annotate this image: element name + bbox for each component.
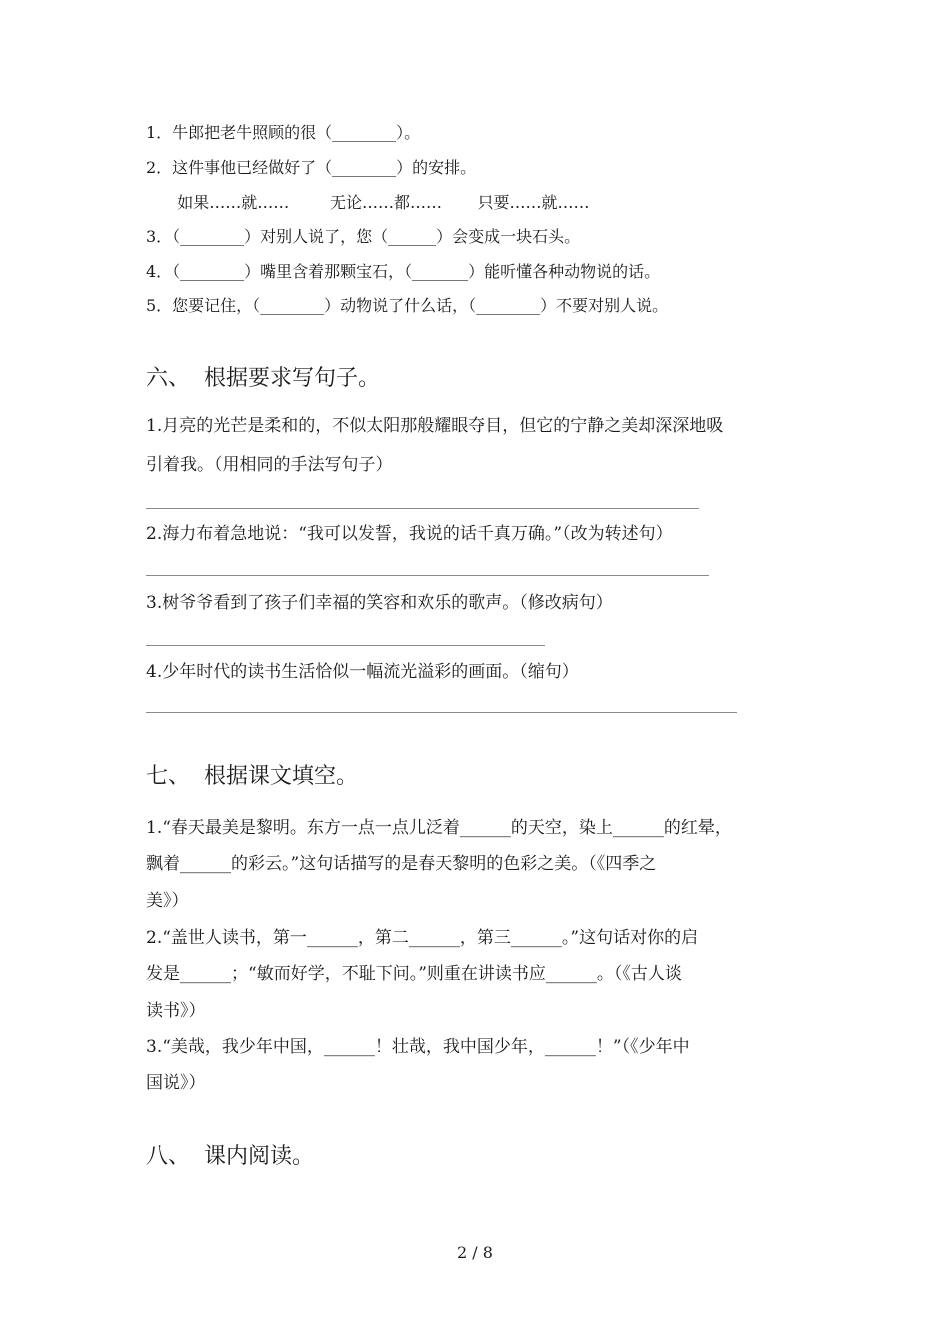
- section-heading-6: 六、 根据要求写句子。: [146, 366, 380, 391]
- question-line: 飘着______的彩云。”这句话描写的是春天黎明的色彩之美。（《四季之: [146, 854, 657, 874]
- answer-line[interactable]: [146, 712, 737, 713]
- section-heading-7: 七、 根据课文填空。: [146, 764, 358, 789]
- question-line: 国说》）: [146, 1073, 206, 1093]
- answer-line[interactable]: [146, 645, 545, 646]
- question-line: 3.“美哉，我少年中国，______！壮哉，我中国少年，______！”（《少年中: [146, 1037, 690, 1057]
- section-heading-8: 八、 课内阅读。: [146, 1144, 314, 1169]
- answer-line[interactable]: [146, 508, 699, 509]
- question-line: 引着我。（用相同的手法写句子）: [146, 455, 393, 475]
- question-line: 3．（________）对别人说了，您（______）会变成一块石头。: [146, 227, 581, 246]
- question-line: 发是______；“敏而好学，不耻下问。”则重在讲读书应______。（《古人谈: [146, 964, 682, 984]
- question-line: 3.树爷爷看到了孩子们幸福的笑容和欢乐的歌声。（修改病句）: [146, 593, 613, 613]
- question-line: 1.月亮的光芒是柔和的，不似太阳那般耀眼夺目，但它的宁静之美却深深地吸: [146, 416, 724, 436]
- word-options: 如果……就…… 无论……都…… 只要……就……: [162, 193, 590, 212]
- question-line: 2.海力布着急地说：“我可以发誓，我说的话千真万确。”（改为转述句）: [146, 524, 673, 544]
- question-line: 2．这件事他已经做好了（________）的安排。: [146, 158, 477, 177]
- page-number: 2 / 8: [457, 1243, 493, 1262]
- question-line: 美》）: [146, 891, 189, 911]
- question-line: 4．（________）嘴里含着那颗宝石，（_______）能听懂各种动物说的话。: [146, 262, 661, 281]
- question-line: 1．牛郎把老牛照顾的很（________）。: [146, 123, 421, 142]
- question-line: 4.少年时代的读书生活恰似一幅流光溢彩的画面。（缩句）: [146, 662, 579, 682]
- question-line: 1.“春天最美是黎明。东方一点一点儿泛着______的天空，染上______的红晕，: [146, 818, 732, 838]
- question-line: 5．您要记住，（________）动物说了什么话，（________）不要对别人说。: [146, 296, 669, 315]
- answer-line[interactable]: [146, 575, 709, 576]
- question-line: 读书》）: [146, 1001, 206, 1021]
- question-line: 2.“盖世人读书，第一______，第二______，第三______。”这句话对你的启: [146, 928, 699, 948]
